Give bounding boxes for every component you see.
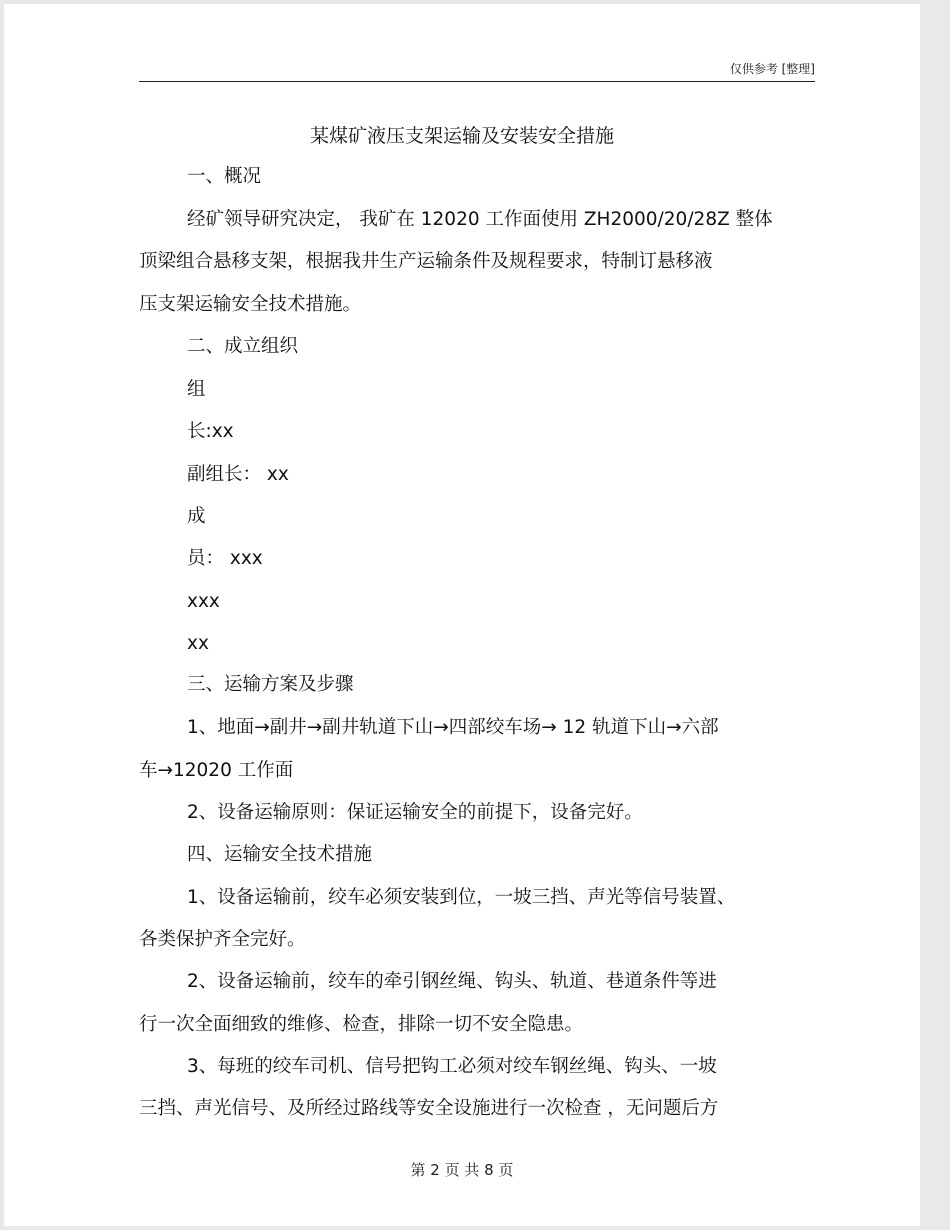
paragraph-line: 组 xyxy=(187,379,206,400)
paragraph-line: 1、设备运输前，绞车必须安装到位，一坡三挡、声光等信号装置、 xyxy=(187,887,736,908)
paragraph-line: 各类保护齐全完好。 xyxy=(139,929,306,950)
document-page xyxy=(4,4,920,1226)
paragraph-line: 副组长： xx xyxy=(187,464,289,485)
paragraph-line: 顶梁组合悬移支架，根据我井生产运输条件及规程要求，特制订悬移液 xyxy=(139,251,713,272)
paragraph-line: 行一次全面细致的维修、检查，排除一切不安全隐患。 xyxy=(139,1014,584,1035)
paragraph-line: 员： xxx xyxy=(187,548,263,569)
paragraph-line: xx xyxy=(187,633,209,654)
section-heading-transport-plan: 三、运输方案及步骤 xyxy=(187,674,354,695)
paragraph-line: 成 xyxy=(187,506,206,527)
paragraph-line: xxx xyxy=(187,591,220,612)
document-title: 某煤矿液压支架运输及安装安全措施 xyxy=(309,125,614,147)
section-heading-organization: 二、成立组织 xyxy=(187,336,299,357)
paragraph-line: 车→12020 工作面 xyxy=(139,760,294,781)
paragraph-line: 经矿领导研究决定， 我矿在 12020 工作面使用 ZH2000/20/28Z 整体 xyxy=(187,209,773,230)
section-heading-safety-measures: 四、运输安全技术措施 xyxy=(187,844,373,865)
paragraph-line: 长:xx xyxy=(187,421,234,442)
page-header xyxy=(139,57,815,82)
paragraph-line: 3、每班的绞车司机、信号把钩工必须对绞车钢丝绳、钩头、一坡 xyxy=(187,1056,717,1077)
section-heading-overview: 一、概况 xyxy=(187,166,262,187)
paragraph-line: 压支架运输安全技术措施。 xyxy=(139,294,362,315)
paragraph-line: 2、设备运输前，绞车的牵引钢丝绳、钩头、轨道、巷道条件等进 xyxy=(187,971,717,992)
header-note: 仅供参考 [整理] xyxy=(729,62,815,76)
paragraph-line: 三挡、声光信号、及所经过路线等安全设施进行一次检查 ，无问题后方 xyxy=(139,1098,719,1119)
page-footer: 第 2 页 共 8 页 xyxy=(410,1161,514,1179)
paragraph-line: 1、地面→副井→副井轨道下山→四部绞车场→ 12 轨道下山→六部 xyxy=(187,717,719,738)
paragraph-line: 2、设备运输原则：保证运输安全的前提下，设备完好。 xyxy=(187,802,643,823)
